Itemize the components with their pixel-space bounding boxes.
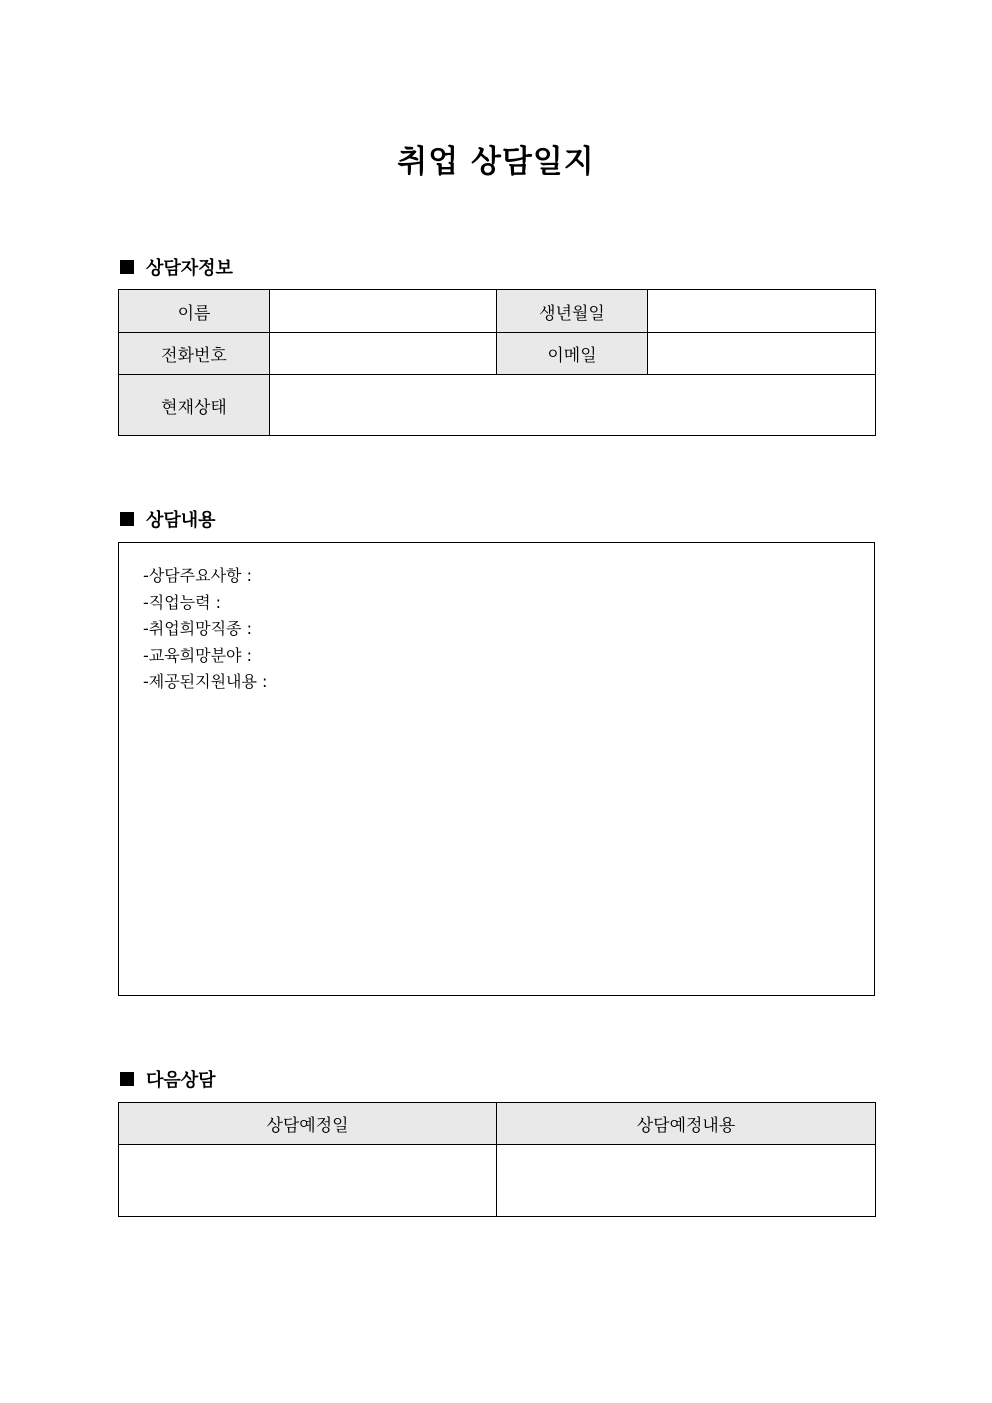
content-line-job-skills: -직업능력 :: [143, 592, 222, 612]
scheduled-content-header: 상담예정내용: [497, 1103, 876, 1145]
content-line-main-issues: -상담주요사항 :: [143, 566, 252, 585]
status-label: 현재상태: [119, 375, 270, 436]
info-row-1: [119, 290, 876, 333]
birth-value[interactable]: [648, 290, 876, 333]
square-bullet-icon: [120, 512, 134, 526]
page-title: 취업 상담일지: [397, 144, 595, 180]
info-table: [118, 289, 876, 436]
scheduled-date-value[interactable]: [119, 1145, 497, 1217]
section-heading-content-label: 상담내용: [146, 510, 216, 531]
name-value[interactable]: [270, 290, 497, 333]
section-heading-content: [120, 506, 216, 532]
scheduled-date-header: 상담예정일: [119, 1103, 497, 1145]
info-row-2: [119, 333, 876, 375]
phone-value[interactable]: [270, 333, 497, 375]
content-line-support-provided: -제공된지원내용 :: [143, 672, 268, 691]
section-heading-info-label: 상담자정보: [146, 258, 233, 279]
content-line-desired-job: -취업희망직종 :: [143, 619, 252, 638]
square-bullet-icon: [120, 260, 134, 274]
next-value-row: [119, 1145, 876, 1217]
next-consult-table: [118, 1102, 876, 1217]
phone-label: 전화번호: [119, 333, 270, 375]
scheduled-content-value[interactable]: [497, 1145, 876, 1217]
info-row-3: [119, 375, 876, 436]
birth-label: 생년월일: [497, 290, 648, 333]
name-label: 이름: [119, 290, 270, 333]
section-heading-info: [120, 254, 233, 280]
next-header-row: [119, 1103, 876, 1145]
section-heading-next: [120, 1066, 216, 1092]
content-box[interactable]: [118, 542, 875, 996]
email-value[interactable]: [648, 333, 876, 375]
email-label: 이메일: [497, 333, 648, 375]
square-bullet-icon: [120, 1072, 134, 1086]
status-value[interactable]: [270, 375, 876, 436]
content-line-desired-education: -교육희망분야 :: [143, 645, 252, 665]
section-heading-next-label: 다음상담: [146, 1070, 216, 1091]
